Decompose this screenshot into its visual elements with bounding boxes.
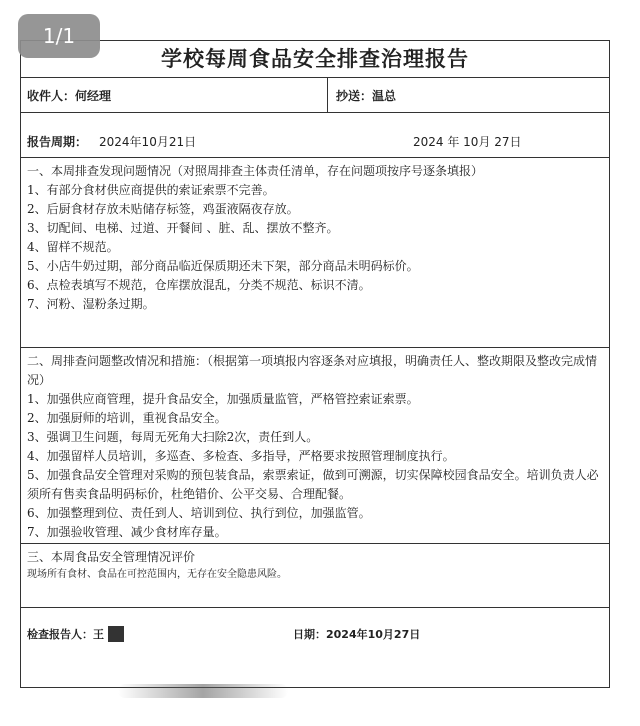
list-item: 2、后厨食材存放未贴储存标签，鸡蛋液隔夜存放。 — [27, 202, 299, 216]
spacer — [21, 113, 609, 125]
list-item: 5、小店牛奶过期，部分商品临近保质期还未下架，部分商品未明码标价。 — [27, 259, 419, 273]
section-heading: 三、本周食品安全管理情况评价 — [27, 550, 196, 564]
rectification-section — [21, 348, 609, 544]
report-form — [20, 40, 610, 688]
report-date: 日期：2024年10月27日 — [293, 628, 421, 641]
section-heading: 一、本周排查发现问题情况（对照周排查主体责任清单，存在问题项按序号逐条填报） — [27, 164, 484, 178]
redacted-name-block — [108, 626, 124, 642]
cc-field: 抄送：温总 — [336, 88, 397, 103]
inspector-label: 检查报告人：王 — [27, 628, 104, 641]
list-item: 4、加强留样人员培训，多巡查、多检查、多指导，严格要求按照管理制度执行。 — [27, 449, 455, 463]
recipient-field: 收件人：何经理 — [21, 78, 328, 112]
period-start: 2024年10月21日 — [99, 134, 197, 149]
list-item: 4、留样不规范。 — [27, 240, 119, 254]
period-end: 2024 年 10月 27日 — [413, 134, 522, 149]
recipient-row — [21, 78, 609, 113]
list-item: 3、切配间、电梯、过道、开餐间 、脏、乱、摆放不整齐。 — [27, 221, 339, 235]
list-item: 6、点检表填写不规范，仓库摆放混乱，分类不规范、标识不清。 — [27, 278, 371, 292]
page-indicator: 1/1 — [18, 14, 100, 58]
blurred-overlay — [118, 684, 288, 698]
list-item: 1、有部分食材供应商提供的索证索票不完善。 — [27, 183, 275, 197]
list-item: 1、加强供应商管理，提升食品安全，加强质量监管，严格管控索证索票。 — [27, 392, 419, 406]
list-item: 3、强调卫生问题，每周无死角大扫除2次，责任到人。 — [27, 430, 319, 444]
issues-found-section — [21, 158, 609, 348]
report-period-row — [21, 125, 609, 158]
list-item: 6、加强整理到位、责任到人、培训到位、执行到位，加强监管。 — [27, 506, 371, 520]
list-item: 7、加强验收管理、减少食材库存量。 — [27, 525, 227, 539]
list-item: 7、河粉、湿粉条过期。 — [27, 297, 155, 311]
evaluation-section — [21, 544, 609, 608]
list-item: 2、加强厨师的培训，重视食品安全。 — [27, 411, 227, 425]
evaluation-text: 现场所有食材、食品在可控范围内，无存在安全隐患风险。 — [27, 569, 287, 580]
period-label: 报告周期： — [27, 134, 88, 149]
list-item: 5、加强食品安全管理对采购的预包装食品，索票索证，做到可溯源，切实保障校园食品安全。培训负责人必须所有售卖食品明码标价，杜绝错价、公平交易、合理配餐。 — [27, 468, 599, 501]
report-title: 学校每周食品安全排查治理报告 — [21, 41, 609, 78]
signature-row — [21, 608, 609, 660]
section-heading: 二、周排查问题整改情况和措施：（根据第一项填报内容逐条对应填报，明确责任人、整改期限及整改完成情况） — [27, 354, 598, 387]
